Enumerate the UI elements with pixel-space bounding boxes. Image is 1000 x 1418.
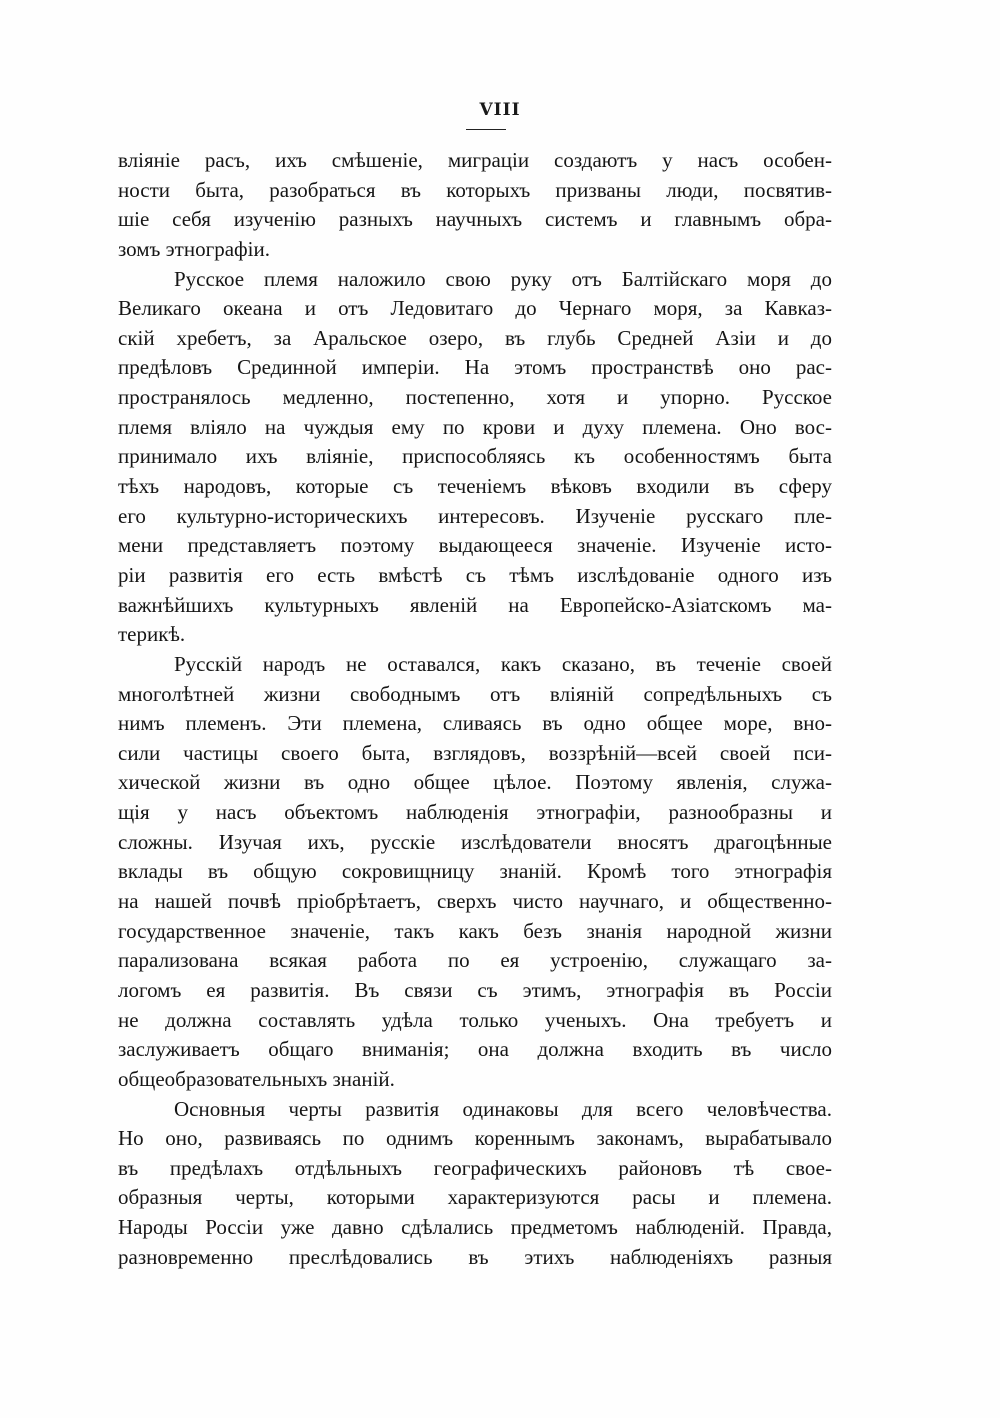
text-line: терикѣ.: [118, 622, 186, 647]
text-line: разновременно преслѣдовались въ этихъ наблюденіяхъ разныя: [118, 1244, 832, 1269]
body-text: [118, 146, 832, 1272]
text-line: предѣловъ Срединной имперіи. На этомъ пространствѣ оно рас-: [118, 355, 832, 380]
text-line: въ предѣлахъ отдѣльныхъ географическихъ районовъ тѣ свое-: [118, 1155, 832, 1180]
text-line: вліяніе расъ, ихъ смѣшеніе, миграціи создаютъ у насъ особен-: [118, 148, 832, 172]
text-line: Основныя черты развитія одинаковы для всего человѣчества.: [174, 1096, 832, 1121]
text-line: государственное значеніе, такъ какъ безъ знанія народной жизни: [118, 918, 832, 943]
text-line: хической жизни въ одно общее цѣлое. Поэтому явленія, служа-: [118, 770, 832, 795]
text-line: многолѣтней жизни свободнымъ отъ вліяній сопредѣльныхъ съ: [118, 681, 832, 706]
text-line: шіе себя изученію разныхъ научныхъ системъ и главнымъ обра-: [118, 207, 832, 232]
text-line: сили частицы своего быта, взглядовъ, воззрѣній—всей своей пси-: [118, 740, 832, 765]
text-line: не должна составлять удѣла только ученыхъ. Она требуетъ и: [118, 1007, 832, 1032]
text-line: важнѣйшихъ культурныхъ явленій на Европейско-Азіатскомъ ма-: [118, 592, 832, 617]
text-line: на нашей почвѣ пріобрѣтаетъ, сверхъ чисто научнаго, и общественно-: [118, 889, 832, 914]
text-line: его культурно-историческихъ интересовъ. Изученіе русскаго пле-: [118, 503, 832, 528]
text-line: ности быта, разобраться въ которыхъ призваны люди, посвятив-: [118, 177, 832, 202]
text-line: зомъ этнографіи.: [118, 236, 270, 261]
text-line: общеобразовательныхъ знаній.: [118, 1066, 395, 1091]
text-line: пространялось медленно, постепенно, хотя и упорно. Русское: [118, 385, 832, 410]
text-line: логомъ ея развитія. Въ связи съ этимъ, этнографія въ Россіи: [118, 977, 832, 1002]
page-number-rule: [466, 129, 506, 130]
text-line: заслуживаетъ общаго вниманія; она должна входить въ число: [118, 1037, 832, 1062]
text-line: вклады въ общую сокровищницу знаній. Кромѣ того этнографія: [118, 859, 832, 884]
page-number: VIII: [479, 100, 521, 120]
text-line: принимало ихъ вліяніе, приспособляясь къ особенностямъ быта: [118, 444, 832, 469]
text-line: нимъ племенъ. Эти племена, сливаясь въ одно общее море, вно-: [118, 711, 832, 736]
text-line: тѣхъ народовъ, которые съ теченіемъ вѣковъ входили въ сферу: [118, 474, 832, 499]
text-line: мени представляетъ поэтому выдающееся значеніе. Изученіе исто-: [118, 533, 832, 558]
text-line: щія у насъ объектомъ наблюденія этнографіи, разнообразны и: [118, 800, 832, 825]
text-line: Великаго океана и отъ Ледовитаго до Чернаго моря, за Кавказ-: [118, 296, 832, 321]
text-line: Русскій народъ не оставался, какъ сказано, въ теченіе своей: [174, 651, 832, 676]
text-line: ріи развитія его есть вмѣстѣ съ тѣмъ изслѣдованіе одного изъ: [118, 562, 832, 587]
text-line: сложны. Изучая ихъ, русскіе изслѣдователи вносятъ драгоцѣнные: [118, 829, 832, 854]
text-line: образныя черты, которыми характеризуются расы и племена.: [118, 1185, 832, 1210]
text-line: племя вліяло на чуждыя ему по крови и духу племена. Оно вос-: [118, 414, 832, 439]
text-line: Русское племя наложило свою руку отъ Балтійскаго моря до: [174, 266, 832, 291]
text-line: парализована всякая работа по ея устроенію, служащаго за-: [118, 948, 832, 973]
text-line: Но оно, развиваясь по однимъ кореннымъ законамъ, вырабатывало: [118, 1126, 832, 1151]
text-line: Народы Россіи уже давно сдѣлались предметомъ наблюденій. Правда,: [118, 1215, 832, 1240]
text-line: скій хребетъ, за Аральское озеро, въ глубь Средней Азіи и до: [118, 325, 832, 350]
